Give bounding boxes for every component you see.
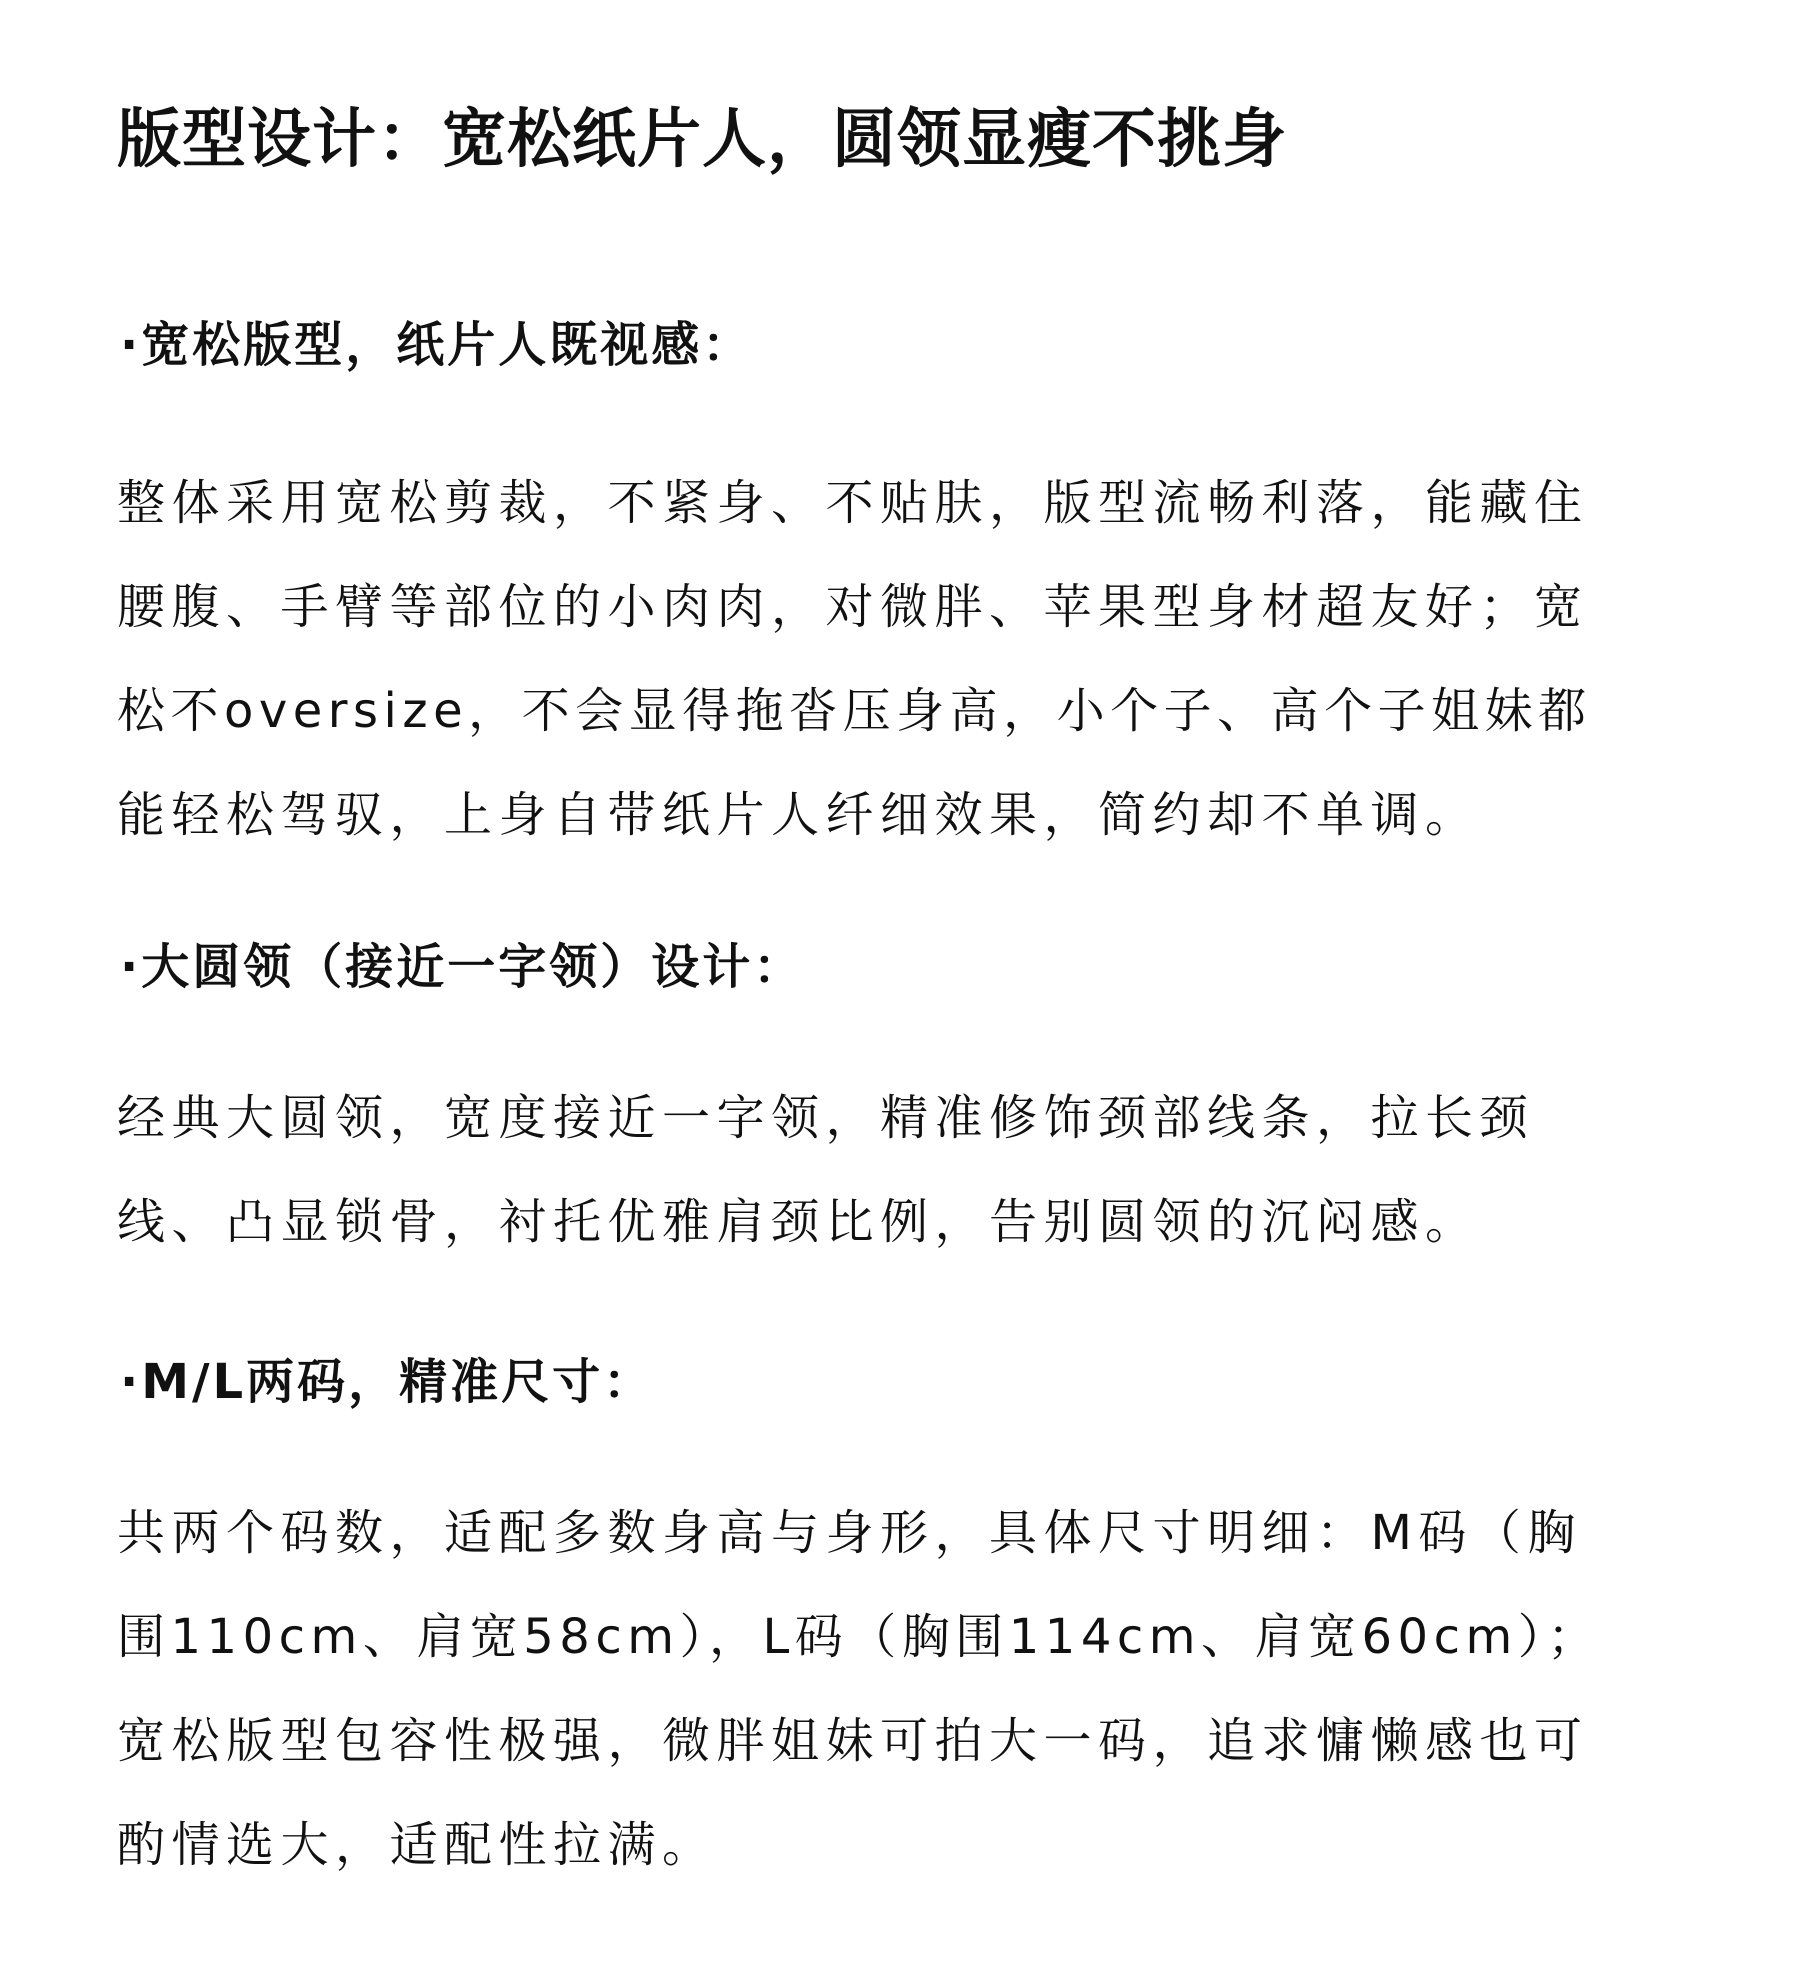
paragraph-line: 经典大圆领，宽度接近一字领，精准修饰颈部线条，拉长颈 [117,1090,1535,1146]
section-body-round-neck [117,1066,1697,1274]
section-heading-sizes: ·M/L两码，精准尺寸： [120,1354,655,1410]
paragraph-line: 线、凸显锁骨，衬托优雅肩颈比例，告别圆领的沉闷感。 [117,1194,1480,1250]
paragraph-line: 酌情选大，适配性拉满。 [117,1817,717,1873]
paragraph-line: 能轻松驾驭，上身自带纸片人纤细效果，简约却不单调。 [117,787,1480,843]
paragraph-line: 松不oversize，不会显得拖沓压身高，小个子、高个子姐妹都 [117,683,1592,739]
section-heading-round-neck: ·大圆领（接近一字领）设计： [120,939,805,995]
paragraph-line: 围110cm、肩宽58cm），L码（胸围114cm、肩宽60cm）； [117,1609,1601,1665]
paragraph-line: 整体采用宽松剪裁，不紧身、不贴肤，版型流畅利落，能藏住 [117,475,1589,531]
section-heading-loose-fit: ·宽松版型，纸片人既视感： [120,317,754,373]
paragraph-line: 共两个码数，适配多数身高与身形，具体尺寸明细：M码（胸 [117,1505,1582,1561]
section-body-sizes [117,1481,1697,1897]
paragraph-line: 宽松版型包容性极强，微胖姐妹可拍大一码，追求慵懒感也可 [117,1713,1589,1769]
page-title: 版型设计：宽松纸片人，圆领显瘦不挑身 [117,103,1287,177]
paragraph-line: 腰腹、手臂等部位的小肉肉，对微胖、苹果型身材超友好；宽 [117,579,1589,635]
section-body-loose-fit [117,451,1697,867]
